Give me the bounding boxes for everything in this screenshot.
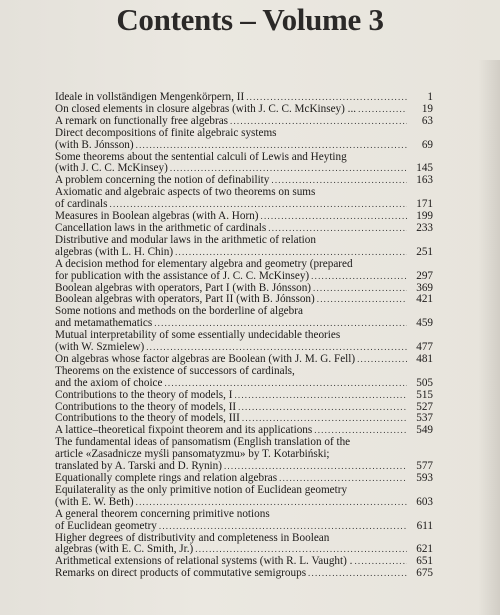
toc-entry-line <box>55 521 433 533</box>
toc-entry <box>55 116 433 128</box>
table-of-contents <box>55 92 433 580</box>
toc-entry-line <box>55 128 433 140</box>
toc-entry-title: Direct decompositions of finite algebraic systems <box>55 126 277 139</box>
toc-entry <box>55 187 433 211</box>
toc-entry-title: Cancellation laws in the arithmetic of cardinals <box>55 221 267 234</box>
toc-entry-line <box>55 140 433 152</box>
toc-page-number: 369 <box>416 281 433 294</box>
toc-page-number: 537 <box>416 412 433 425</box>
toc-entry-title: (with E. W. Beth) <box>55 495 134 508</box>
leader-dots <box>308 568 407 580</box>
toc-entry <box>55 390 433 402</box>
toc-entry-line <box>55 568 433 580</box>
leader-dots <box>311 271 407 283</box>
leader-dots <box>357 354 407 366</box>
toc-entry-line <box>55 390 433 402</box>
toc-entry-title: algebras (with E. C. Smith, Jr.) <box>55 543 194 556</box>
toc-entry-title: Mutual interpretability of some essentially undecidable theories <box>55 329 341 342</box>
toc-page-number: 603 <box>416 495 433 508</box>
toc-entry-title: Contributions to the theory of models, I <box>55 388 233 401</box>
toc-page-number: 577 <box>416 460 433 473</box>
toc-entry-line <box>55 116 433 128</box>
toc-page-number: 1 <box>427 91 433 103</box>
toc-entry-title: A problem concerning the notion of definability <box>55 174 270 187</box>
toc-entry <box>55 509 433 533</box>
toc-page-number: 421 <box>416 293 433 306</box>
toc-entry-line <box>55 497 433 509</box>
toc-entry <box>55 437 433 473</box>
toc-page-number: 505 <box>416 376 433 389</box>
toc-entry-title: On closed elements in closure algebras (with J. C. C. McKinsey) ... <box>55 102 357 115</box>
leader-dots <box>164 378 407 390</box>
toc-page-number: 251 <box>416 245 433 258</box>
toc-page-number: 651 <box>416 555 433 568</box>
leader-dots <box>358 104 407 116</box>
leader-dots <box>136 140 407 152</box>
toc-page-number: 549 <box>416 424 433 437</box>
toc-entry-line <box>55 271 433 283</box>
toc-entry <box>55 235 433 259</box>
toc-page-number: 515 <box>416 388 433 401</box>
toc-entry-title: Axiomatic and algebraic aspects of two theorems on sums <box>55 186 316 199</box>
toc-page-number: 611 <box>416 519 433 532</box>
toc-page-number: 593 <box>416 472 433 484</box>
leader-dots <box>136 497 407 509</box>
toc-entry-line <box>55 366 433 378</box>
toc-entry <box>55 485 433 509</box>
toc-page-number: 171 <box>416 198 433 211</box>
toc-page-number: 481 <box>416 352 433 365</box>
toc-entry-line <box>55 509 433 521</box>
toc-page-number: 477 <box>416 341 433 354</box>
toc-entry-title: of cardinals <box>55 198 108 211</box>
toc-entry-title: Boolean algebras with operators, Part II (with B. Jónsson) <box>55 293 315 306</box>
leader-dots <box>234 390 407 402</box>
page-title: Contents – Volume 3 <box>116 2 384 37</box>
toc-entry-title: and metamathematics <box>55 317 153 330</box>
leader-dots <box>317 294 407 306</box>
toc-entry-title: Arithmetical extensions of relational systems (with R. L. Vaught) . <box>55 555 353 568</box>
toc-entry-line <box>55 187 433 199</box>
toc-page-number: 199 <box>416 210 433 223</box>
toc-entry-title: A lattice–theoretical fixpoint theorem and its applications <box>55 424 313 437</box>
toc-page-number: 233 <box>416 221 433 234</box>
toc-entry-title: of Euclidean geometry <box>55 519 157 532</box>
toc-page-number: 459 <box>416 317 433 330</box>
toc-entry-title: Measures in Boolean algebras (with A. Horn) <box>55 210 259 223</box>
leader-dots <box>313 283 407 295</box>
toc-entry-title: Remarks on direct products of commutative semigroups <box>55 567 307 580</box>
toc-entry-title: The fundamental ideas of pansomatism (English translation of the <box>55 436 351 449</box>
toc-entry-line <box>55 259 433 271</box>
leader-dots <box>230 116 407 128</box>
leader-dots <box>354 556 407 568</box>
leader-dots <box>159 521 407 533</box>
leader-dots <box>175 247 407 259</box>
toc-entry-title: algebras (with L. H. Chin) <box>55 245 174 258</box>
toc-entry <box>55 330 433 354</box>
leader-dots <box>261 211 408 223</box>
page-edge-shadow <box>478 60 500 615</box>
toc-entry-title: A remark on functionally free algebras <box>55 114 229 127</box>
toc-entry-line <box>55 235 433 247</box>
toc-page-number: 69 <box>421 138 433 151</box>
toc-page-number: 675 <box>416 567 433 580</box>
toc-entry-title: for publication with the assistance of J. C. C. McKinsey) <box>55 269 310 282</box>
toc-entry-title: Theorems on the existence of successors of cardinals, <box>55 364 295 377</box>
toc-page-number: 145 <box>416 162 433 175</box>
toc-entry <box>55 152 433 176</box>
toc-entry-title: translated by A. Tarski and D. Rynin) <box>55 460 222 473</box>
toc-entry-title: (with W. Szmielew) <box>55 341 145 354</box>
toc-entry-title: article «Zasadnicze myśli pansomatyzmu» by T. Kotarbiński; <box>55 448 330 461</box>
toc-entry <box>55 259 433 283</box>
toc-entry-line <box>55 247 433 259</box>
toc-entry-title: and the axiom of choice <box>55 376 163 389</box>
toc-page-number: 63 <box>421 114 433 127</box>
toc-entry-title: Equationally complete rings and relation algebras <box>55 472 278 484</box>
toc-entry-title: Some notions and methods on the borderline of algebra <box>55 305 303 318</box>
toc-entry-title: (with B. Jónsson) <box>55 138 134 151</box>
toc-entry-title: (with J. C. C. McKinsey) <box>55 162 168 175</box>
toc-entry-title: A decision method for elementary algebra and geometry (prepared <box>55 257 353 270</box>
toc-entry <box>55 128 433 152</box>
toc-entry <box>55 533 433 557</box>
toc-entry-title: Distributive and modular laws in the arithmetic of relation <box>55 233 316 246</box>
toc-entry-title: Higher degrees of distributivity and completeness in Boolean <box>55 531 330 544</box>
toc-page-number: 621 <box>416 543 433 556</box>
toc-entry-title: Boolean algebras with operators, Part I (with B. Jónsson) <box>55 281 312 294</box>
toc-entry <box>55 568 433 580</box>
toc-entry-title: A general theorem concerning primitive notions <box>55 507 270 520</box>
toc-entry-title: Ideale in vollständigen Mengenkörpern, II <box>55 91 245 103</box>
toc-entry-title: Contributions to the theory of models, III <box>55 412 240 425</box>
toc-page-number: 527 <box>416 400 433 413</box>
toc-entry <box>55 366 433 390</box>
leader-dots <box>238 402 407 414</box>
toc-entry <box>55 306 433 330</box>
toc-entry-title: Equilaterality as the only primitive notion of Euclidean geometry <box>55 483 348 496</box>
toc-entry-title: Some theorems about the sentential calculi of Lewis and Heyting <box>55 150 347 163</box>
toc-entry-title: On algebras whose factor algebras are Boolean (with J. M. G. Fell) <box>55 352 356 365</box>
toc-entry-title: Contributions to the theory of models, II <box>55 400 237 413</box>
toc-entry-line <box>55 378 433 390</box>
toc-page-number: 297 <box>416 269 433 282</box>
toc-page-number: 163 <box>416 174 433 187</box>
toc-page-number: 19 <box>421 102 433 115</box>
